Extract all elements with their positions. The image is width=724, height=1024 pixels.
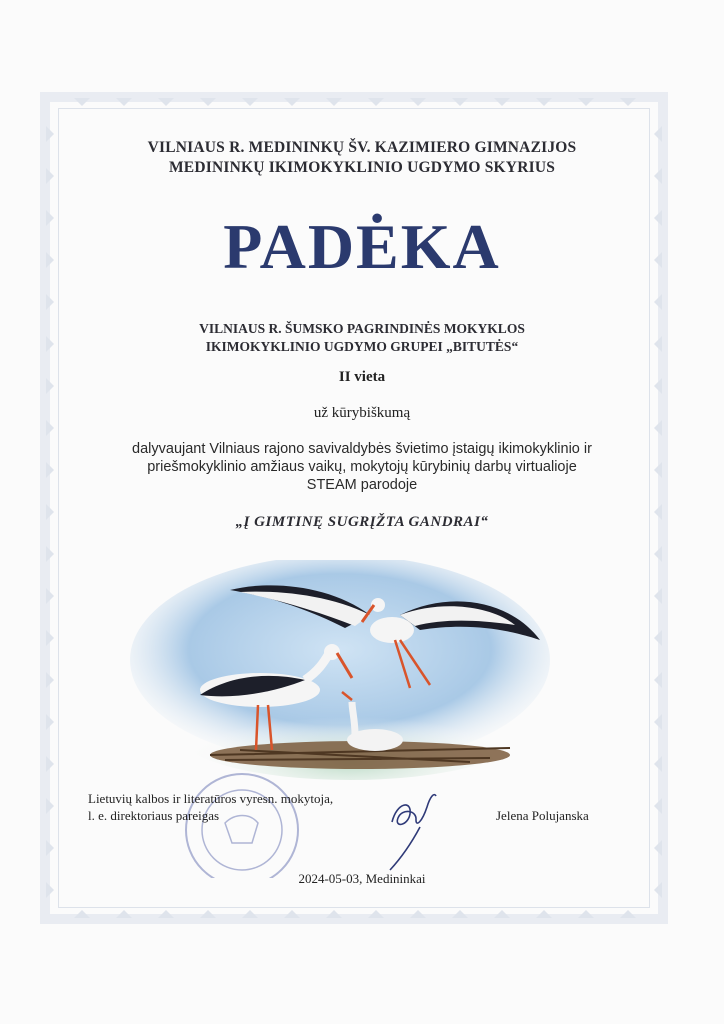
description-line-3: STEAM parodoje bbox=[306, 477, 418, 493]
exhibition-title: „Į GIMTINĘ SUGRĮŽTA GANDRAI“ bbox=[235, 514, 489, 530]
description bbox=[80, 440, 644, 494]
date-place: 2024-05-03, Medininkai bbox=[298, 871, 426, 886]
description-line-2: priešmokyklinio amžiaus vaikų, mokytojų kūrybinių darbų virtualioje bbox=[147, 459, 577, 475]
header-line-2: MEDININKŲ IKIMOKYKLINIO UGDYMO SKYRIUS bbox=[168, 159, 556, 176]
header-line-1: VILNIAUS R. MEDININKŲ ŠV. KAZIMIERO GIMNAZIJOS bbox=[147, 139, 577, 156]
description-line-1: dalyvaujant Vilniaus rajono savivaldybės švietimo įstaigų ikimokyklinio ir bbox=[132, 441, 592, 457]
recipient-line-2: IKIMOKYKLINIO UGDYMO GRUPEI „BITUTĖS“ bbox=[205, 339, 519, 354]
institution-header bbox=[0, 138, 724, 178]
signer-name: Jelena Polujanska bbox=[496, 808, 589, 823]
award-place: II vieta bbox=[338, 369, 386, 385]
recipient bbox=[0, 320, 724, 356]
handwritten-signature bbox=[372, 782, 462, 872]
signer-role-line-2: l. e. direktoriaus pareigas bbox=[88, 808, 220, 823]
recipient-line-1: VILNIAUS R. ŠUMSKO PAGRINDINĖS MOKYKLOS bbox=[199, 321, 525, 336]
signer-role-line-1: Lietuvių kalbos ir literatūros vyresn. mokytoja, bbox=[88, 791, 334, 806]
signer-role bbox=[88, 790, 333, 824]
certificate-title: PADĖKA bbox=[223, 211, 501, 282]
award-reason: už kūrybiškumą bbox=[313, 405, 411, 421]
storks-illustration bbox=[130, 560, 550, 780]
